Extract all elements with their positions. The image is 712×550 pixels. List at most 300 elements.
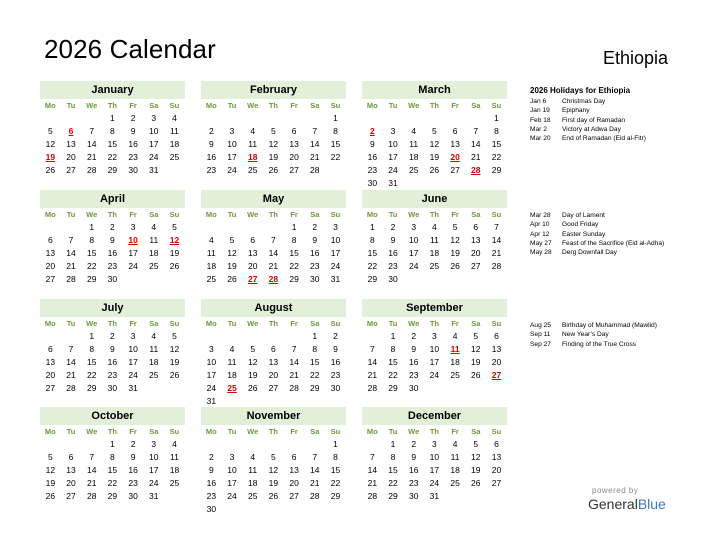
- day-cell[interactable]: 11: [409, 139, 419, 149]
- day-cell[interactable]: 26: [471, 370, 481, 380]
- day-cell[interactable]: 13: [289, 465, 299, 475]
- day-cell[interactable]: 22: [86, 370, 97, 380]
- day-cell[interactable]: 17: [149, 139, 159, 149]
- day-cell[interactable]: 21: [310, 152, 320, 162]
- day-cell[interactable]: 11: [227, 357, 237, 367]
- day-cell[interactable]: 24: [429, 370, 440, 380]
- day-cell[interactable]: 15: [289, 248, 299, 258]
- day-cell[interactable]: 4: [432, 222, 437, 232]
- day-cell[interactable]: 1: [110, 439, 115, 449]
- day-cell[interactable]: 31: [330, 274, 341, 284]
- day-cell[interactable]: 31: [206, 396, 217, 406]
- day-cell[interactable]: 10: [206, 357, 217, 367]
- day-cell[interactable]: 25: [169, 478, 180, 488]
- day-cell[interactable]: 5: [271, 452, 276, 462]
- day-cell[interactable]: 13: [45, 357, 56, 367]
- day-cell[interactable]: 24: [429, 478, 440, 488]
- day-cell[interactable]: 18: [408, 152, 419, 162]
- day-cell[interactable]: 15: [310, 357, 320, 367]
- day-cell[interactable]: 7: [68, 235, 74, 245]
- day-cell[interactable]: 23: [388, 261, 398, 271]
- day-cell[interactable]: 6: [291, 452, 297, 462]
- day-cell[interactable]: 17: [388, 152, 398, 162]
- day-cell[interactable]: 7: [494, 222, 499, 232]
- day-cell[interactable]: 18: [169, 465, 180, 475]
- day-cell[interactable]: 23: [206, 491, 217, 501]
- day-cell[interactable]: 4: [229, 344, 235, 354]
- day-cell[interactable]: 22: [107, 152, 118, 162]
- day-cell[interactable]: 27: [66, 491, 76, 501]
- day-cell[interactable]: 9: [369, 139, 375, 149]
- day-cell[interactable]: 2: [110, 222, 115, 232]
- day-cell[interactable]: 5: [229, 235, 235, 245]
- day-cell[interactable]: 17: [227, 152, 237, 162]
- day-cell[interactable]: 4: [172, 439, 177, 449]
- day-cell[interactable]: 29: [367, 274, 378, 284]
- day-cell[interactable]: 24: [149, 478, 159, 488]
- day-cell[interactable]: 27: [268, 383, 279, 393]
- day-cell[interactable]: 12: [471, 452, 481, 462]
- day-cell[interactable]: 17: [330, 248, 341, 258]
- day-cell[interactable]: 6: [250, 235, 256, 245]
- day-cell[interactable]: 9: [411, 344, 417, 354]
- day-cell[interactable]: 17: [408, 248, 419, 258]
- day-cell[interactable]: 8: [333, 126, 338, 136]
- day-cell[interactable]: 4: [172, 113, 177, 123]
- day-cell[interactable]: 30: [310, 274, 320, 284]
- day-cell[interactable]: 13: [45, 248, 56, 258]
- day-cell[interactable]: 19: [247, 370, 258, 380]
- day-cell[interactable]: 30: [330, 383, 341, 393]
- day-cell[interactable]: 28: [86, 491, 97, 501]
- day-cell[interactable]: 25: [149, 370, 159, 380]
- day-cell[interactable]: 28: [367, 491, 378, 501]
- day-cell[interactable]: 3: [130, 222, 136, 232]
- day-cell[interactable]: 21: [471, 152, 481, 162]
- day-cell[interactable]: 4: [411, 126, 417, 136]
- day-cell[interactable]: 19: [429, 152, 440, 162]
- day-cell[interactable]: 22: [289, 261, 299, 271]
- day-cell[interactable]: 22: [491, 152, 502, 162]
- day-cell[interactable]: 23: [310, 261, 320, 271]
- day-cell[interactable]: 5: [172, 331, 177, 341]
- day-cell[interactable]: 27: [450, 165, 460, 175]
- day-cell[interactable]: 15: [388, 357, 398, 367]
- day-cell[interactable]: 9: [333, 344, 338, 354]
- day-cell[interactable]: 9: [411, 452, 417, 462]
- day-cell[interactable]: 20: [45, 261, 56, 271]
- day-cell[interactable]: 1: [390, 439, 396, 449]
- day-cell[interactable]: 24: [227, 165, 237, 175]
- day-cell[interactable]: 19: [45, 478, 56, 488]
- day-cell[interactable]: 28: [289, 383, 299, 393]
- day-cell[interactable]: 4: [452, 331, 458, 341]
- day-cell[interactable]: 19: [268, 152, 279, 162]
- day-cell[interactable]: 14: [310, 139, 320, 149]
- day-cell[interactable]: 4: [250, 452, 256, 462]
- day-cell[interactable]: 22: [367, 261, 378, 271]
- day-cell[interactable]: 7: [271, 235, 276, 245]
- day-cell[interactable]: 29: [289, 274, 299, 284]
- day-cell[interactable]: 18: [169, 139, 180, 149]
- day-cell[interactable]: 24: [206, 383, 217, 393]
- day-cell[interactable]: 22: [107, 478, 118, 488]
- day-cell[interactable]: 8: [89, 235, 95, 245]
- day-cell[interactable]: 25: [408, 165, 419, 175]
- day-cell[interactable]: 18: [149, 357, 159, 367]
- day-cell[interactable]: 14: [268, 248, 279, 258]
- day-cell[interactable]: 12: [247, 357, 258, 367]
- day-cell[interactable]: 13: [66, 465, 76, 475]
- holiday-day-cell[interactable]: 10: [128, 235, 138, 245]
- day-cell[interactable]: 1: [312, 331, 318, 341]
- day-cell[interactable]: 31: [388, 178, 398, 188]
- day-cell[interactable]: 20: [289, 152, 299, 162]
- day-cell[interactable]: 11: [248, 465, 258, 475]
- day-cell[interactable]: 9: [390, 235, 396, 245]
- day-cell[interactable]: 3: [151, 113, 157, 123]
- day-cell[interactable]: 24: [128, 261, 138, 271]
- day-cell[interactable]: 11: [206, 248, 216, 258]
- holiday-day-cell[interactable]: 18: [247, 152, 258, 162]
- holiday-day-cell[interactable]: 11: [450, 344, 460, 354]
- day-cell[interactable]: 29: [107, 165, 118, 175]
- day-cell[interactable]: 21: [268, 261, 279, 271]
- day-cell[interactable]: 6: [494, 331, 499, 341]
- day-cell[interactable]: 16: [408, 465, 419, 475]
- day-cell[interactable]: 23: [367, 165, 378, 175]
- day-cell[interactable]: 3: [151, 439, 157, 449]
- day-cell[interactable]: 5: [473, 331, 479, 341]
- day-cell[interactable]: 29: [388, 383, 398, 393]
- day-cell[interactable]: 5: [452, 222, 458, 232]
- day-cell[interactable]: 23: [408, 478, 419, 488]
- day-cell[interactable]: 3: [390, 126, 396, 136]
- day-cell[interactable]: 23: [107, 370, 118, 380]
- day-cell[interactable]: 28: [66, 274, 76, 284]
- day-cell[interactable]: 8: [494, 126, 499, 136]
- day-cell[interactable]: 20: [45, 370, 56, 380]
- day-cell[interactable]: 30: [128, 165, 138, 175]
- day-cell[interactable]: 29: [86, 383, 97, 393]
- day-cell[interactable]: 24: [128, 370, 138, 380]
- day-cell[interactable]: 10: [429, 452, 440, 462]
- day-cell[interactable]: 5: [271, 126, 276, 136]
- day-cell[interactable]: 28: [367, 383, 378, 393]
- day-cell[interactable]: 28: [310, 165, 320, 175]
- day-cell[interactable]: 7: [473, 126, 479, 136]
- day-cell[interactable]: 3: [411, 222, 417, 232]
- day-cell[interactable]: 29: [310, 383, 320, 393]
- day-cell[interactable]: 5: [47, 126, 53, 136]
- day-cell[interactable]: 13: [268, 357, 279, 367]
- day-cell[interactable]: 22: [86, 261, 97, 271]
- day-cell[interactable]: 22: [330, 152, 341, 162]
- day-cell[interactable]: 1: [390, 331, 396, 341]
- day-cell[interactable]: 14: [66, 357, 76, 367]
- day-cell[interactable]: 16: [206, 152, 217, 162]
- day-cell[interactable]: 11: [170, 452, 179, 462]
- day-cell[interactable]: 20: [247, 261, 258, 271]
- day-cell[interactable]: 13: [471, 235, 481, 245]
- day-cell[interactable]: 18: [206, 261, 217, 271]
- day-cell[interactable]: 5: [250, 344, 256, 354]
- day-cell[interactable]: 16: [408, 357, 419, 367]
- day-cell[interactable]: 10: [149, 126, 159, 136]
- day-cell[interactable]: 20: [471, 248, 481, 258]
- day-cell[interactable]: 2: [110, 331, 115, 341]
- day-cell[interactable]: 21: [367, 478, 378, 488]
- day-cell[interactable]: 12: [169, 344, 180, 354]
- day-cell[interactable]: 29: [86, 274, 97, 284]
- day-cell[interactable]: 10: [429, 344, 440, 354]
- day-cell[interactable]: 6: [452, 126, 458, 136]
- day-cell[interactable]: 18: [450, 465, 460, 475]
- day-cell[interactable]: 18: [450, 357, 460, 367]
- day-cell[interactable]: 7: [369, 344, 375, 354]
- day-cell[interactable]: 27: [45, 274, 56, 284]
- day-cell[interactable]: 16: [388, 248, 398, 258]
- day-cell[interactable]: 15: [330, 139, 341, 149]
- day-cell[interactable]: 2: [411, 331, 417, 341]
- day-cell[interactable]: 16: [128, 465, 138, 475]
- day-cell[interactable]: 15: [107, 139, 118, 149]
- day-cell[interactable]: 23: [128, 478, 138, 488]
- day-cell[interactable]: 14: [471, 139, 481, 149]
- day-cell[interactable]: 22: [388, 370, 398, 380]
- day-cell[interactable]: 12: [471, 344, 481, 354]
- day-cell[interactable]: 12: [45, 139, 56, 149]
- day-cell[interactable]: 20: [491, 357, 502, 367]
- day-cell[interactable]: 25: [247, 165, 258, 175]
- day-cell[interactable]: 19: [268, 478, 279, 488]
- day-cell[interactable]: 26: [450, 261, 460, 271]
- day-cell[interactable]: 24: [149, 152, 159, 162]
- day-cell[interactable]: 5: [473, 439, 479, 449]
- day-cell[interactable]: 22: [330, 478, 341, 488]
- day-cell[interactable]: 4: [250, 126, 256, 136]
- day-cell[interactable]: 25: [169, 152, 180, 162]
- day-cell[interactable]: 1: [369, 222, 375, 232]
- day-cell[interactable]: 15: [107, 465, 118, 475]
- day-cell[interactable]: 16: [128, 139, 138, 149]
- day-cell[interactable]: 27: [289, 491, 299, 501]
- day-cell[interactable]: 1: [89, 222, 95, 232]
- day-cell[interactable]: 28: [66, 383, 76, 393]
- day-cell[interactable]: 4: [151, 222, 157, 232]
- day-cell[interactable]: 28: [491, 261, 502, 271]
- holiday-day-cell[interactable]: 28: [268, 274, 279, 284]
- day-cell[interactable]: 16: [330, 357, 341, 367]
- day-cell[interactable]: 16: [107, 248, 118, 258]
- day-cell[interactable]: 18: [429, 248, 440, 258]
- day-cell[interactable]: 12: [429, 139, 440, 149]
- day-cell[interactable]: 14: [86, 139, 97, 149]
- day-cell[interactable]: 24: [330, 261, 341, 271]
- day-cell[interactable]: 17: [149, 465, 159, 475]
- day-cell[interactable]: 14: [66, 248, 76, 258]
- day-cell[interactable]: 10: [227, 139, 237, 149]
- day-cell[interactable]: 3: [432, 439, 437, 449]
- day-cell[interactable]: 13: [491, 344, 502, 354]
- day-cell[interactable]: 23: [107, 261, 118, 271]
- day-cell[interactable]: 25: [450, 370, 460, 380]
- holiday-day-cell[interactable]: 20: [450, 152, 460, 162]
- day-cell[interactable]: 12: [227, 248, 237, 258]
- holiday-day-cell[interactable]: 19: [45, 152, 56, 162]
- day-cell[interactable]: 6: [47, 344, 53, 354]
- day-cell[interactable]: 9: [130, 126, 136, 136]
- day-cell[interactable]: 26: [169, 261, 180, 271]
- day-cell[interactable]: 16: [367, 152, 378, 162]
- day-cell[interactable]: 18: [149, 248, 159, 258]
- day-cell[interactable]: 21: [66, 370, 76, 380]
- day-cell[interactable]: 6: [271, 344, 276, 354]
- holiday-day-cell[interactable]: 28: [471, 165, 481, 175]
- day-cell[interactable]: 3: [208, 344, 214, 354]
- day-cell[interactable]: 12: [268, 139, 279, 149]
- day-cell[interactable]: 23: [128, 152, 138, 162]
- day-cell[interactable]: 19: [169, 357, 180, 367]
- day-cell[interactable]: 14: [367, 465, 378, 475]
- day-cell[interactable]: 10: [388, 139, 398, 149]
- day-cell[interactable]: 26: [227, 274, 237, 284]
- day-cell[interactable]: 26: [429, 165, 440, 175]
- day-cell[interactable]: 13: [66, 139, 76, 149]
- day-cell[interactable]: 30: [408, 383, 419, 393]
- day-cell[interactable]: 4: [452, 439, 458, 449]
- day-cell[interactable]: 14: [310, 465, 320, 475]
- day-cell[interactable]: 11: [149, 344, 159, 354]
- day-cell[interactable]: 6: [47, 235, 53, 245]
- day-cell[interactable]: 20: [289, 478, 299, 488]
- day-cell[interactable]: 13: [247, 248, 258, 258]
- day-cell[interactable]: 5: [432, 126, 437, 136]
- day-cell[interactable]: 25: [247, 491, 258, 501]
- day-cell[interactable]: 6: [291, 126, 297, 136]
- day-cell[interactable]: 15: [86, 357, 97, 367]
- day-cell[interactable]: 18: [247, 478, 258, 488]
- day-cell[interactable]: 17: [227, 478, 237, 488]
- day-cell[interactable]: 12: [268, 465, 279, 475]
- day-cell[interactable]: 27: [471, 261, 481, 271]
- day-cell[interactable]: 7: [291, 344, 297, 354]
- day-cell[interactable]: 3: [333, 222, 338, 232]
- day-cell[interactable]: 27: [45, 383, 56, 393]
- day-cell[interactable]: 16: [107, 357, 118, 367]
- day-cell[interactable]: 22: [310, 370, 320, 380]
- day-cell[interactable]: 8: [110, 452, 115, 462]
- holiday-day-cell[interactable]: 27: [247, 274, 258, 284]
- day-cell[interactable]: 8: [369, 235, 375, 245]
- day-cell[interactable]: 30: [128, 491, 138, 501]
- day-cell[interactable]: 20: [491, 465, 502, 475]
- day-cell[interactable]: 17: [206, 370, 217, 380]
- brand-logo[interactable]: [588, 486, 698, 512]
- day-cell[interactable]: 9: [130, 452, 136, 462]
- day-cell[interactable]: 26: [169, 370, 180, 380]
- day-cell[interactable]: 25: [450, 478, 460, 488]
- day-cell[interactable]: 10: [227, 465, 237, 475]
- day-cell[interactable]: 28: [310, 491, 320, 501]
- day-cell[interactable]: 20: [66, 478, 76, 488]
- day-cell[interactable]: 4: [208, 235, 214, 245]
- day-cell[interactable]: 7: [312, 126, 318, 136]
- day-cell[interactable]: 14: [289, 357, 299, 367]
- day-cell[interactable]: 11: [248, 139, 258, 149]
- day-cell[interactable]: 2: [411, 439, 417, 449]
- day-cell[interactable]: 8: [390, 452, 396, 462]
- day-cell[interactable]: 17: [429, 465, 440, 475]
- day-cell[interactable]: 8: [110, 126, 115, 136]
- day-cell[interactable]: 11: [149, 235, 159, 245]
- day-cell[interactable]: 21: [367, 370, 378, 380]
- day-cell[interactable]: 29: [388, 491, 398, 501]
- day-cell[interactable]: 2: [333, 331, 338, 341]
- day-cell[interactable]: 19: [227, 261, 237, 271]
- day-cell[interactable]: 25: [206, 274, 217, 284]
- day-cell[interactable]: 21: [289, 370, 299, 380]
- day-cell[interactable]: 17: [429, 357, 440, 367]
- day-cell[interactable]: 12: [450, 235, 460, 245]
- holiday-day-cell[interactable]: 6: [68, 126, 74, 136]
- day-cell[interactable]: 8: [333, 452, 338, 462]
- day-cell[interactable]: 5: [47, 452, 53, 462]
- day-cell[interactable]: 9: [110, 344, 115, 354]
- day-cell[interactable]: 9: [312, 235, 318, 245]
- day-cell[interactable]: 16: [206, 478, 217, 488]
- day-cell[interactable]: 1: [89, 331, 95, 341]
- day-cell[interactable]: 3: [229, 452, 235, 462]
- day-cell[interactable]: 14: [367, 357, 378, 367]
- day-cell[interactable]: 21: [491, 248, 502, 258]
- day-cell[interactable]: 15: [491, 139, 502, 149]
- day-cell[interactable]: 2: [390, 222, 396, 232]
- day-cell[interactable]: 19: [450, 248, 460, 258]
- day-cell[interactable]: 9: [208, 465, 214, 475]
- day-cell[interactable]: 30: [388, 274, 398, 284]
- day-cell[interactable]: 13: [491, 452, 502, 462]
- day-cell[interactable]: 17: [128, 248, 138, 258]
- day-cell[interactable]: 2: [130, 439, 136, 449]
- day-cell[interactable]: 1: [291, 222, 297, 232]
- day-cell[interactable]: 7: [89, 452, 95, 462]
- day-cell[interactable]: 31: [149, 165, 159, 175]
- day-cell[interactable]: 2: [208, 452, 214, 462]
- day-cell[interactable]: 1: [494, 113, 499, 123]
- holiday-day-cell[interactable]: 12: [169, 235, 180, 245]
- day-cell[interactable]: 15: [86, 248, 97, 258]
- day-cell[interactable]: 4: [151, 331, 157, 341]
- day-cell[interactable]: 27: [289, 165, 299, 175]
- day-cell[interactable]: 26: [45, 165, 56, 175]
- day-cell[interactable]: 7: [369, 452, 375, 462]
- day-cell[interactable]: 26: [471, 478, 481, 488]
- day-cell[interactable]: 7: [89, 126, 95, 136]
- day-cell[interactable]: 19: [169, 248, 180, 258]
- day-cell[interactable]: 26: [268, 165, 279, 175]
- day-cell[interactable]: 22: [388, 478, 398, 488]
- holiday-day-cell[interactable]: 2: [369, 126, 375, 136]
- day-cell[interactable]: 30: [107, 274, 118, 284]
- day-cell[interactable]: 3: [229, 126, 235, 136]
- day-cell[interactable]: 24: [227, 491, 237, 501]
- day-cell[interactable]: 29: [107, 491, 118, 501]
- holiday-day-cell[interactable]: 27: [491, 370, 502, 380]
- day-cell[interactable]: 8: [390, 344, 396, 354]
- day-cell[interactable]: 13: [289, 139, 299, 149]
- day-cell[interactable]: 3: [432, 331, 437, 341]
